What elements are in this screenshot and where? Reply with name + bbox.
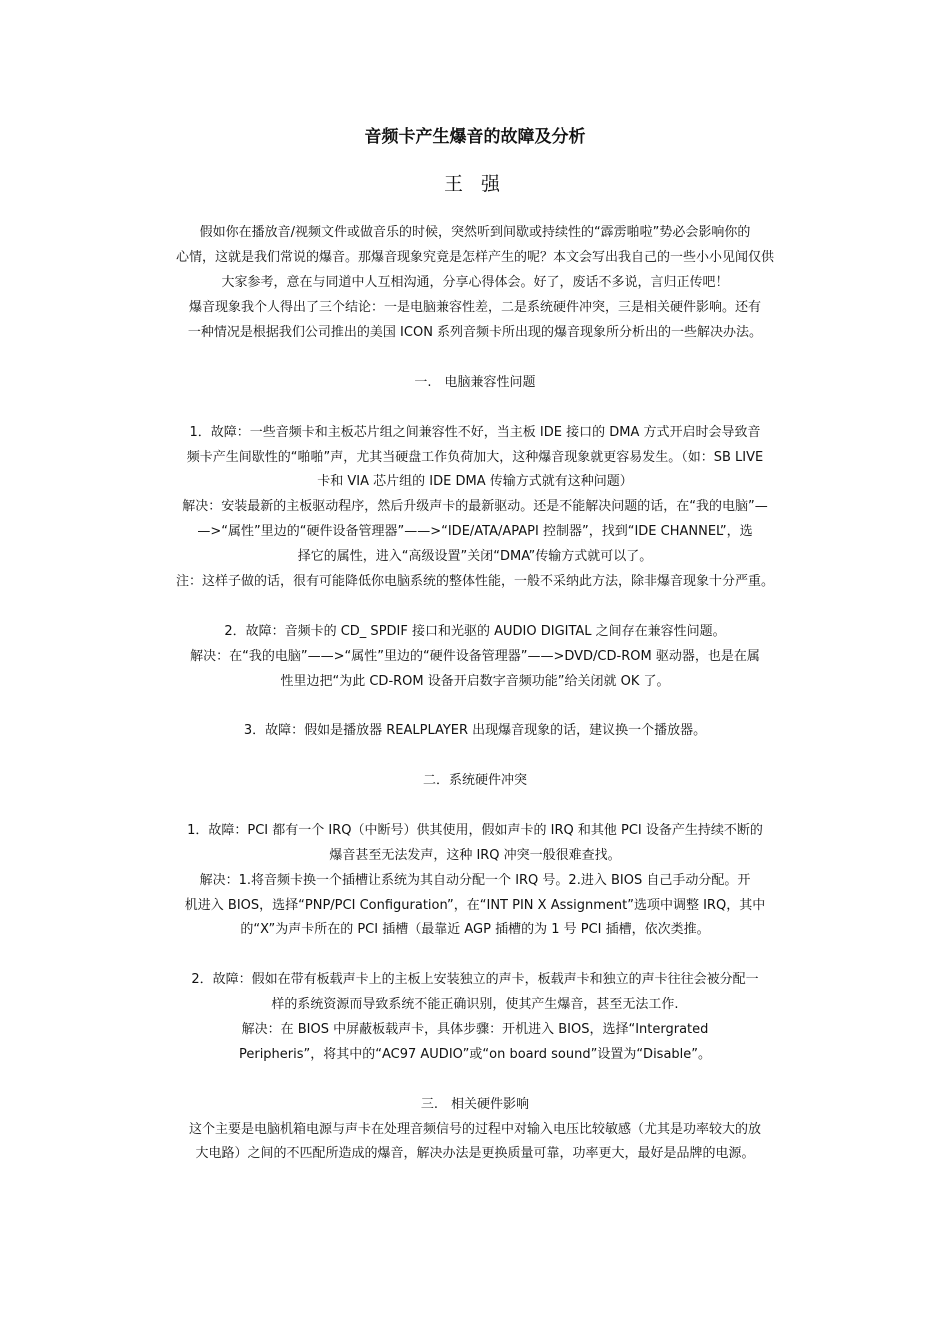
paragraph-line: 大电路）之间的不匹配所造成的爆音，解决办法是更换质量可靠，功率更大，最好是品牌的电源。 [195, 1146, 755, 1161]
paragraph-line: 解决：安装最新的主板驱动程序，然后升级声卡的最新驱动。还是不能解决问题的话，在“我的电脑”— [182, 499, 768, 514]
paragraph-line: 2．故障：音频卡的 CD_ SPDIF 接口和光驱的 AUDIO DIGITAL 之间存在兼容性问题。 [224, 624, 726, 639]
paragraph-line: Peripheris”，将其中的“AC97 AUDIO”或“on board sound”设置为“Disable”。 [238, 1047, 712, 1062]
section-heading: 一. 电脑兼容性问题 [414, 375, 536, 390]
paragraph-line: 解决：1.将音频卡换一个插槽让系统为其自动分配一个 IRQ 号。2.进入 BIOS 自己手动分配。开 [199, 873, 751, 888]
document-title: 音频卡产生爆音的故障及分析 [364, 127, 586, 147]
paragraph-line: 择它的属性，进入“高级设置”关闭“DMA”传输方式就可以了。 [297, 549, 653, 564]
paragraph-line: —>“属性”里边的“硬件设备管理器”——>“IDE/ATA/APAPI 控制器”，找到“IDE CHANNEL”，选 [197, 524, 753, 539]
document-author: 王 强 [443, 173, 507, 195]
paragraph-line: 3．故障：假如是播放器 REALPLAYER 出现爆音现象的话，建议换一个播放器。 [243, 723, 707, 738]
paragraph-line: 性里边把“为此 CD-ROM 设备开启数字音频功能”给关闭就 OK 了。 [280, 674, 670, 689]
intro-line: 假如你在播放音/视频文件或做音乐的时候，突然听到间歇或持续性的“霹雳啪啦”势必会影响你的 [199, 225, 751, 240]
note-line: 注：这样子做的话，很有可能降低你电脑系统的整体性能，一般不采纳此方法，除非爆音现象十分严重。 [175, 574, 774, 589]
intro-line: 心情，这就是我们常说的爆音。那爆音现象究竟是怎样产生的呢？本文会写出我自己的一些小小见闻仅供 [175, 250, 774, 265]
paragraph-line: 的“X”为声卡所在的 PCI 插槽（最靠近 AGP 插槽的为 1 号 PCI 插槽，依次类推。 [240, 922, 710, 937]
paragraph-line: 这个主要是电脑机箱电源与声卡在处理音频信号的过程中对输入电压比较敏感（尤其是功率较大的放 [188, 1122, 761, 1137]
intro-line: 一种情况是根据我们公司推出的美国 ICON 系列音频卡所出现的爆音现象所分析出的一些解决办法。 [187, 325, 763, 340]
intro-line: 大家参考，意在与同道中人互相沟通，分享心得体会。好了，废话不多说，言归正传吧！ [221, 275, 729, 290]
paragraph-line: 1．故障：一些音频卡和主板芯片组之间兼容性不好，当主板 IDE 接口的 DMA 方式开启时会导致音 [189, 425, 761, 440]
paragraph-line: 机进入 BIOS，选择“PNP/PCI Configuration”，在“INT PIN X Assignment”选项中调整 IRQ，其中 [184, 898, 766, 913]
paragraph-line: 爆音甚至无法发声，这种 IRQ 冲突一般很难查找。 [329, 848, 621, 863]
paragraph-line: 解决：在 BIOS 中屏蔽板载声卡，具体步骤：开机进入 BIOS，选择“Intergrated [241, 1022, 709, 1037]
paragraph-line: 解决：在“我的电脑”——>“属性”里边的“硬件设备管理器”——>DVD/CD-ROM 驱动器，也是在属 [190, 649, 760, 664]
intro-line: 爆音现象我个人得出了三个结论：一是电脑兼容性差，二是系统硬件冲突，三是相关硬件影响。还有 [188, 300, 761, 315]
paragraph-line: 频卡产生间歇性的“啪啪”声，尤其当硬盘工作负荷加大，这种爆音现象就更容易发生。（如：SB LIVE [186, 450, 764, 465]
paragraph-line: 2．故障：假如在带有板载声卡上的主板上安装独立的声卡，板载声卡和独立的声卡往往会被分配一 [191, 972, 759, 987]
paragraph-line: 样的系统资源而导致系统不能正确识别，使其产生爆音，甚至无法工作. [271, 997, 679, 1012]
paragraph-line: 卡和 VIA 芯片组的 IDE DMA 传输方式就有这种问题） [317, 474, 633, 489]
paragraph-line: 1．故障：PCI 都有一个 IRQ（中断号）供其使用，假如声卡的 IRQ 和其他 PCI 设备产生持续不断的 [187, 823, 763, 838]
section-heading: 三. 相关硬件影响 [420, 1097, 530, 1112]
section-heading: 二．系统硬件冲突 [422, 773, 527, 788]
